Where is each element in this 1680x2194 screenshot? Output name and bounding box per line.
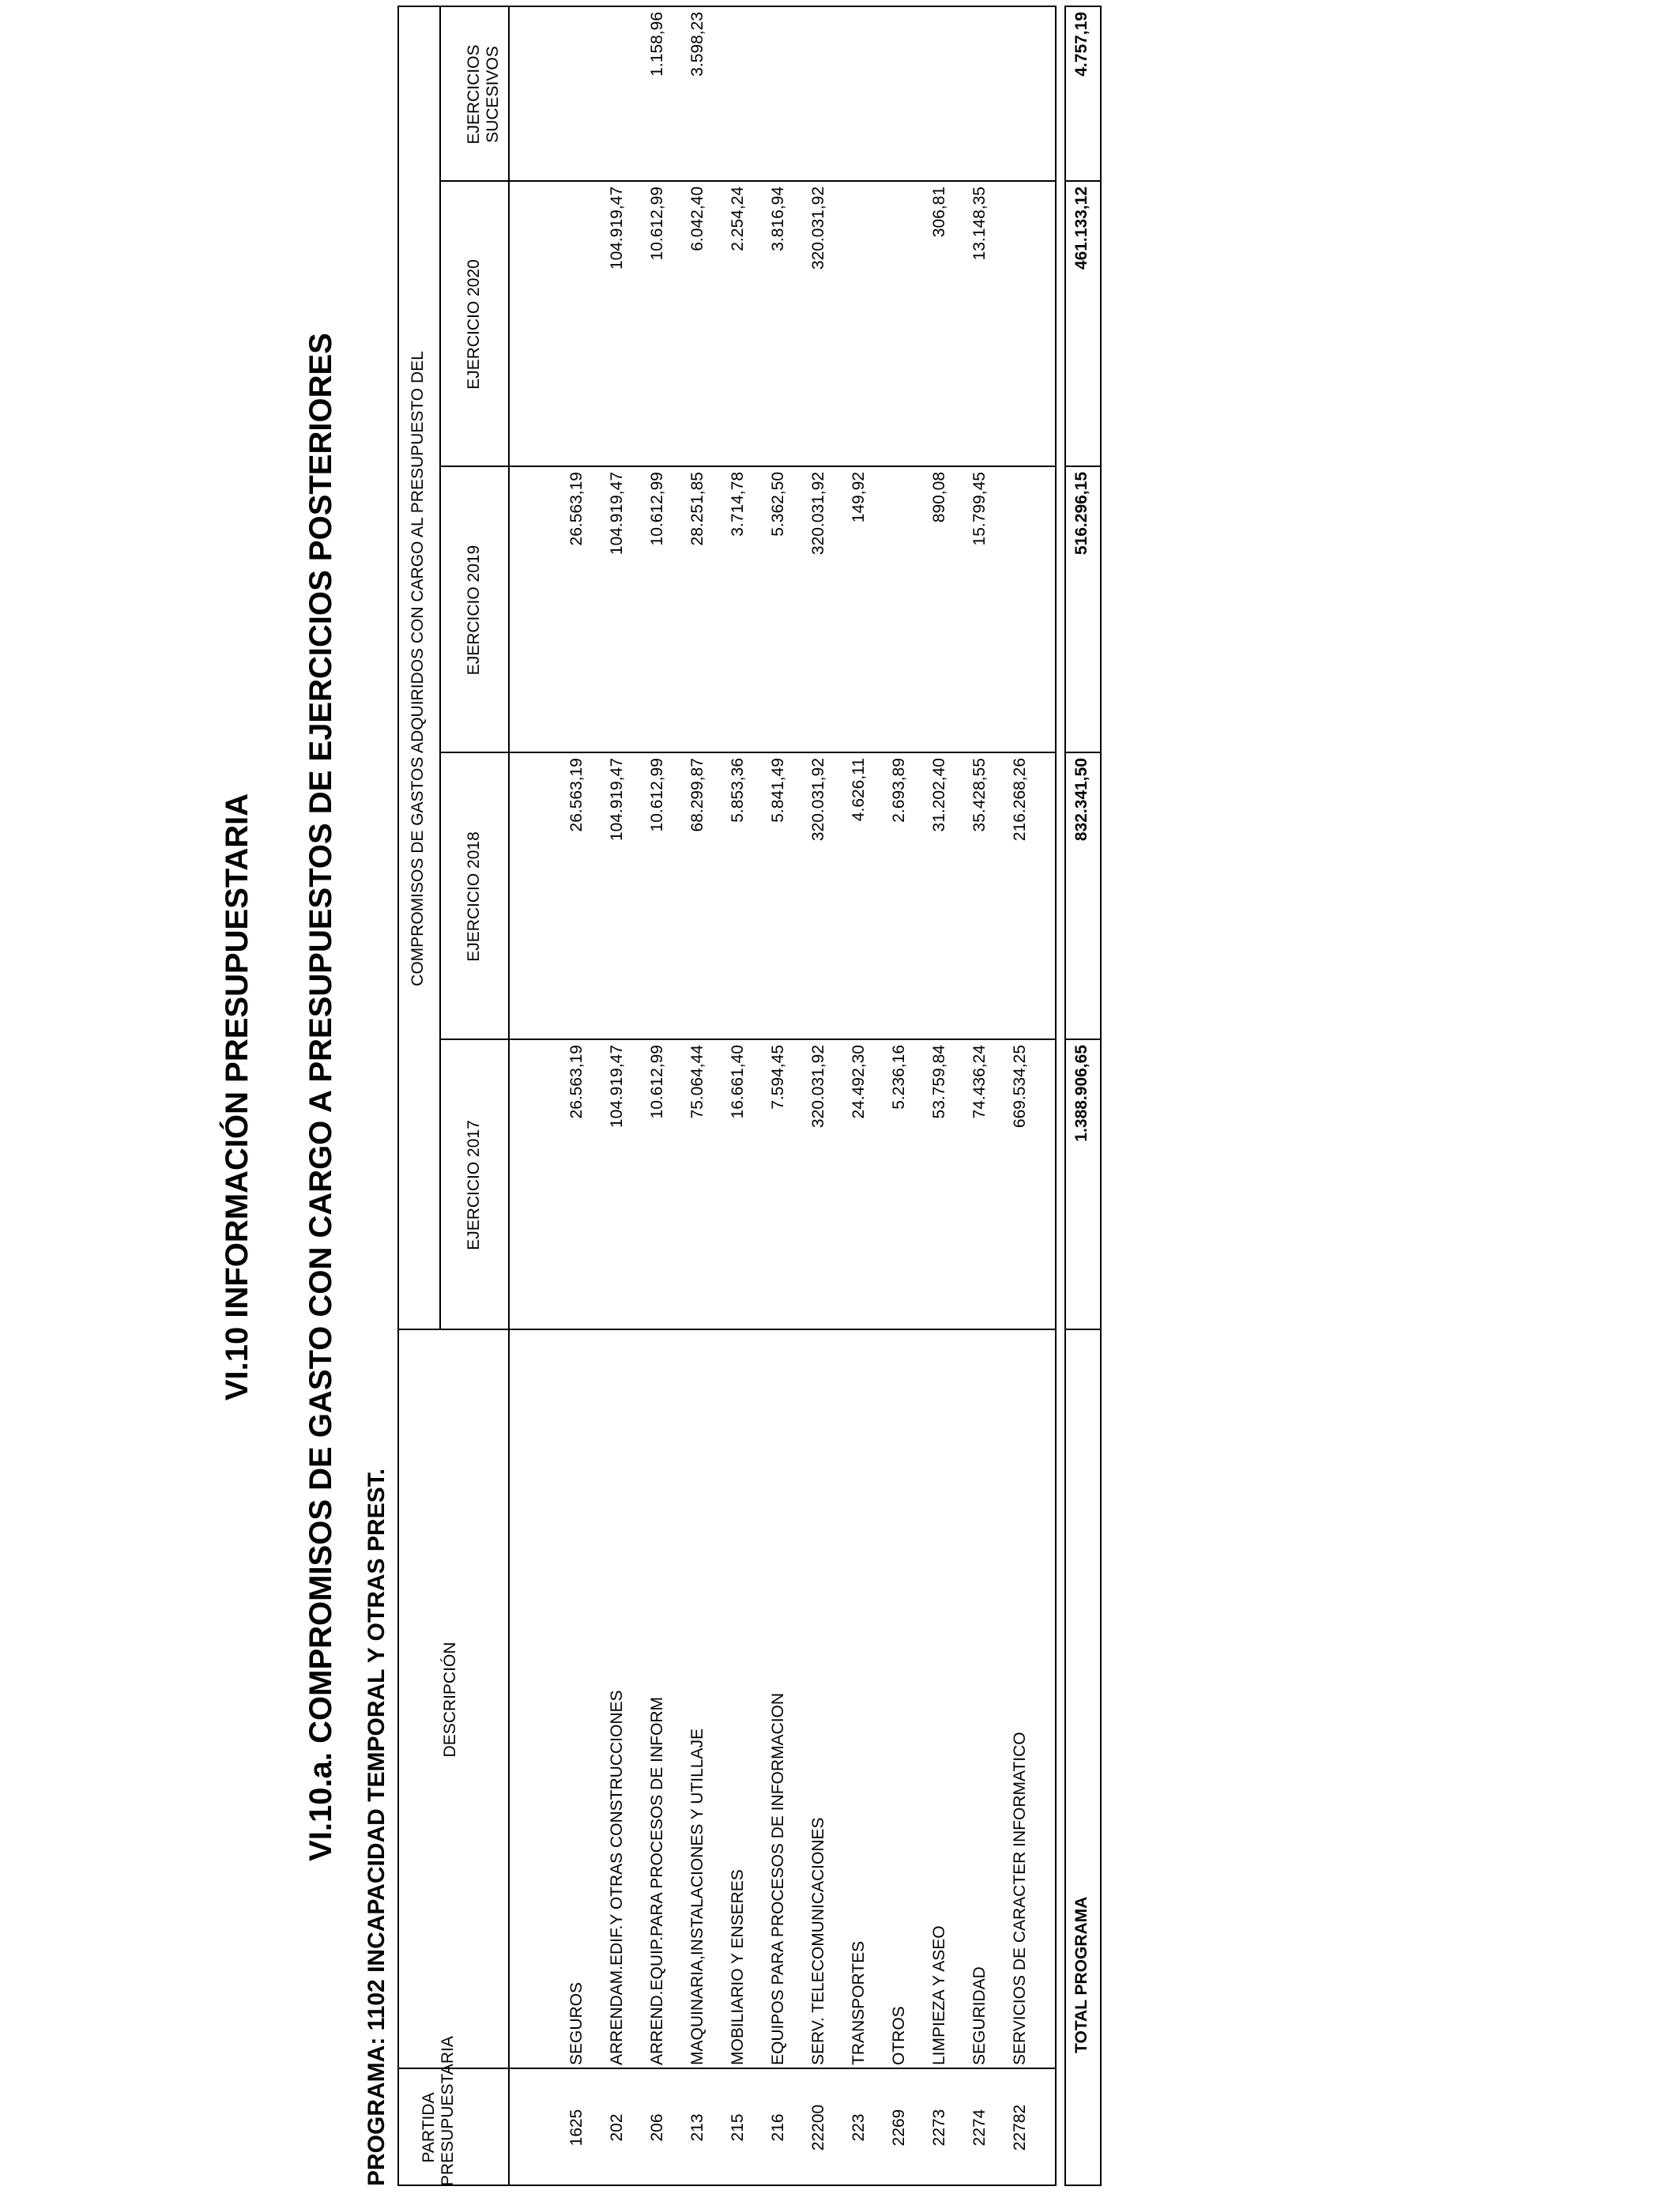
table-row-descripcion: TRANSPORTES	[849, 1940, 868, 2065]
table-row-value: 75.064,44	[688, 1045, 706, 1119]
table-row-value: 26.563,19	[567, 472, 586, 546]
table-row-partida: 223	[849, 2113, 868, 2142]
total-value: 516.296,15	[1072, 472, 1090, 556]
table-row-descripcion: SERV. TELECOMUNICACIONES	[809, 1817, 827, 2065]
table-group-line	[439, 7, 441, 1330]
table-row-value: 104.919,47	[608, 1045, 626, 1129]
table-row-value: 5.841,49	[769, 758, 787, 823]
table-row-value: 10.612,99	[648, 758, 666, 832]
table-row-value: 320.031,92	[809, 758, 827, 842]
table-row-descripcion: OTROS	[890, 2006, 908, 2065]
table-row-value: 306,81	[930, 187, 948, 238]
table-row-value: 26.563,19	[567, 758, 586, 832]
table-row-value: 2.693,89	[890, 758, 908, 823]
page-subtitle: VI.10.a. COMPROMISOS DE GASTO CON CARGO A PRESUPUESTOS DE EJERCICIOS POSTERIORES	[303, 333, 338, 1861]
total-col-divider	[1064, 1039, 1100, 1040]
table-row-value: 2.254,24	[729, 187, 747, 251]
total-value: 1.388.906,65	[1072, 1045, 1090, 1142]
total-value: 832.341,50	[1072, 758, 1090, 842]
table-row-value: 7.594,45	[769, 1045, 787, 1110]
table-row-value: 5.362,50	[769, 472, 787, 537]
table-border-left	[397, 2185, 1055, 2186]
header-year-3: EJERCICIO 2019	[465, 545, 483, 676]
table-row-value: 149,92	[849, 472, 868, 523]
table-row-value: 10.612,99	[648, 187, 666, 261]
table-row-descripcion: SEGURIDAD	[970, 1966, 989, 2065]
table-row-value: 216.268,26	[1011, 758, 1029, 842]
table-row-value: 669.534,25	[1011, 1045, 1029, 1129]
table-row-value: 10.612,99	[648, 1045, 666, 1119]
table-row-value: 24.492,30	[849, 1045, 868, 1119]
table-row-value: 16.661,40	[729, 1045, 747, 1119]
table-row-value: 3.816,94	[769, 187, 787, 251]
table-row-descripcion: ARREND.EQUIP.PARA PROCESOS DE INFORM	[648, 1697, 666, 2065]
total-value: 4.757,19	[1072, 12, 1090, 77]
header-descripcion: DESCRIPCIÓN	[441, 1642, 459, 1758]
table-row-partida: 1625	[567, 2109, 586, 2147]
table-row-descripcion: EQUIPOS PARA PROCESOS DE INFORMACION	[769, 1692, 787, 2065]
table-row-descripcion: SEGUROS	[567, 1981, 586, 2065]
col-divider-descripcion	[397, 1329, 1055, 1330]
table-row-value: 320.031,92	[809, 472, 827, 556]
col-divider-partida	[397, 2068, 1055, 2069]
table-row-value: 5.853,36	[729, 758, 747, 823]
header-year-4: EJERCICIO 2020	[465, 259, 483, 390]
table-row-value: 4.626,11	[849, 758, 868, 822]
table-row-partida: 206	[648, 2113, 666, 2142]
table-row-value: 35.428,55	[970, 758, 989, 832]
table-row-value: 3.598,23	[688, 12, 706, 77]
total-border-bottom	[1100, 6, 1102, 2186]
table-row-value: 5.236,16	[890, 1045, 908, 1110]
total-col-divider	[1064, 466, 1100, 467]
total-border-top	[1064, 6, 1066, 2186]
total-col-divider	[1064, 180, 1100, 182]
table-row-partida: 2273	[930, 2109, 948, 2147]
header-partida: PARTIDA PRESUPUESTARIA	[420, 2036, 457, 2186]
table-row-value: 3.714,78	[729, 472, 747, 537]
table-row-value: 74.436,24	[970, 1045, 989, 1119]
table-row-partida: 215	[729, 2113, 747, 2142]
table-row-descripcion: MAQUINARIA,INSTALACIONES Y UTILLAJE	[688, 1728, 706, 2065]
table-row-value: 890,08	[930, 472, 948, 523]
total-label: TOTAL PROGRAMA	[1072, 1896, 1090, 2053]
table-row-descripcion: LIMPIEZA Y ASEO	[930, 1925, 948, 2065]
table-row-partida: 22200	[809, 2104, 827, 2151]
table-row-value: 320.031,92	[809, 187, 827, 270]
table-row-descripcion: ARRENDAM.EDIF.Y OTRAS CONSTRUCCIONES	[608, 1690, 626, 2065]
header-group: COMPROMISOS DE GASTOS ADQUIRIDOS CON CARGO AL PRESUPUESTO DEL	[409, 351, 427, 986]
col-divider-year	[439, 466, 1055, 467]
table-row-value: 104.919,47	[608, 472, 626, 556]
table-row-partida: 213	[688, 2113, 706, 2142]
table-row-value: 68.299,87	[688, 758, 706, 832]
table-row-value: 13.148,35	[970, 187, 989, 261]
total-col-divider	[1064, 752, 1100, 753]
table-row-value: 104.919,47	[608, 187, 626, 270]
table-row-value: 53.759,84	[930, 1045, 948, 1119]
table-row-partida: 22782	[1011, 2104, 1029, 2151]
table-body-bottom-line	[1055, 6, 1057, 2186]
programa-label: PROGRAMA: 1102 INCAPACIDAD TEMPORAL Y OTRAS PREST.	[363, 1468, 390, 2186]
table-row-value: 15.799,45	[970, 472, 989, 546]
table-row-value: 26.563,19	[567, 1045, 586, 1119]
table-header-bottom-line	[508, 7, 510, 2186]
total-border-left	[1064, 2185, 1100, 2186]
table-row-descripcion: SERVICIOS DE CARACTER INFORMATICO	[1011, 1732, 1029, 2065]
table-row-value: 6.042,40	[688, 187, 706, 251]
table-row-value: 10.612,99	[648, 472, 666, 546]
table-row-descripcion: MOBILIARIO Y ENSERES	[729, 1869, 747, 2065]
table-row-value: 1.158,96	[648, 12, 666, 77]
table-row-value: 104.919,47	[608, 758, 626, 842]
col-divider-year	[439, 752, 1055, 753]
table-row-partida: 216	[769, 2113, 787, 2142]
table-row-value: 31.202,40	[930, 758, 948, 832]
header-year-2: EJERCICIO 2018	[465, 831, 483, 962]
table-row-partida: 2274	[970, 2109, 989, 2147]
header-year-5: EJERCICIOS SUCESIVOS	[465, 44, 502, 145]
table-border-top	[397, 7, 399, 2186]
table-row-partida: 2269	[890, 2109, 908, 2147]
col-divider-year	[439, 1039, 1055, 1040]
table-row-partida: 202	[608, 2113, 626, 2142]
total-border-right	[1064, 6, 1102, 7]
col-divider-year	[439, 180, 1055, 182]
table-row-value: 320.031,92	[809, 1045, 827, 1129]
total-col-divider	[1064, 1329, 1100, 1330]
header-year-1: EJERCICIO 2017	[465, 1120, 483, 1250]
page-title: VI.10 INFORMACIÓN PRESUPUESTARIA	[220, 793, 254, 1401]
table-row-value: 28.251,85	[688, 472, 706, 546]
total-value: 461.133,12	[1072, 187, 1090, 270]
